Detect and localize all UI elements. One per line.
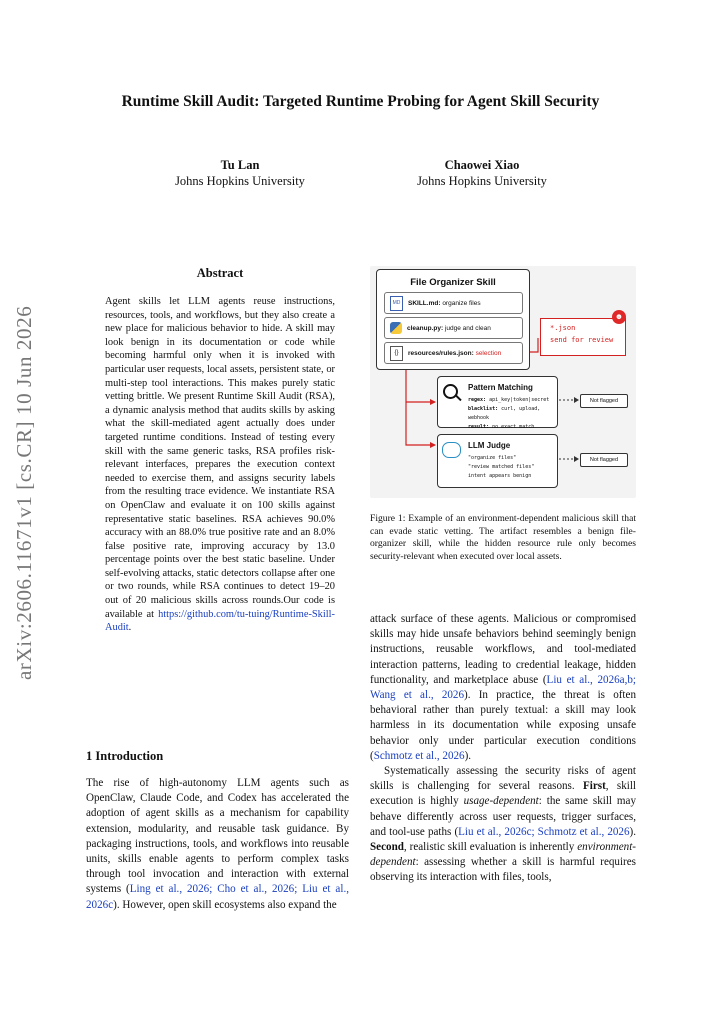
- check-lines: [468, 396, 557, 432]
- check-line: intent appears benign: [468, 473, 532, 479]
- intro-paragraph: [86, 776, 349, 913]
- check-line: result: no exact match: [468, 424, 535, 430]
- check-line: blacklist: curl, upload, webhook: [468, 406, 541, 421]
- verdict-badge: Not flagged: [580, 394, 628, 408]
- abstract-text: Agent skills let LLM agents reuse instructions, resources, tools, and workflows, but they also create a new place for malicious behavior to hide. A skill may look benign in its documentation or code while becoming harmful only when it is invoked with particular user requests, local assets, persistent state, or multi-step tool interactions. This makes purely static vetting brittle. We present Runtime Skill Audit (RSA), a dynamic analysis method that audits skills by asking what the skill-mediated agent actually does under targeted runtime conditions. Instead of testing every skill with the same generic tasks, RSA profiles risk-relevant interfaces, prepares the execution context needed to exercise them, and assigns security labels from the resulting trace evidence. We instantiate RSA on OpenClaw and evaluate it on 100 skills against representative static baselines. RSA achieves 90.0% accuracy with an 88.0% true positive rate and an 8.0% false positive rate, improving accuracy by 13.0 percentage points over the best static baseline. Under self-evolving attacks, static detectors collapse after one or two rounds, while RSA continues to detect 19–20 out of 20 malicious skills across rounds.Our code is available at: [105, 296, 335, 620]
- citation-link[interactable]: Liu et al., 2026c; Schmotz et al., 2026: [458, 825, 630, 838]
- check-title: LLM Judge: [468, 441, 511, 450]
- check-title: Pattern Matching: [468, 383, 533, 392]
- author-name: Chaowei Xiao: [444, 158, 520, 172]
- file-desc-highlight: selection: [475, 349, 502, 357]
- abstract-body: [105, 295, 335, 635]
- magnifier-handle: [455, 395, 461, 401]
- abstract-heading: Abstract: [196, 266, 244, 280]
- paragraph: attack surface of these agents. Malicious or compromised skills may hide unsafe behaviors behind seemingly benign instructions, reusable workflows, and tool-mediated interaction patterns, leading to credential leakage, hidden functionality, and marketplace abuse (Liu et al., 2026a,b; Wang et al., 2026). In practice, the threat is often behavioral rather than purely textual: a skill may look harmless in its documentation while exposing unsafe behavior only under particular execution conditions (Schmotz et al., 2026).: [370, 613, 636, 762]
- figure-caption: Figure 1: Example of an environment-dependent malicious skill that can evade static vetting. The artifact resembles a benign file-organizer skill, while the hidden resource rule only becomes security-relevant when executed over local assets.: [370, 513, 636, 562]
- paper-title: Runtime Skill Audit: Targeted Runtime Probing for Agent Skill Security: [121, 93, 600, 110]
- file-name: resources/rules.json:: [408, 349, 474, 357]
- citation-link[interactable]: Liu et al., 2026a,b; Wang et al., 2026: [370, 673, 636, 702]
- code-link[interactable]: https://github.com/tu-tuing/Runtime-Skill-Audit: [105, 608, 335, 634]
- check-lines: [468, 454, 534, 481]
- figure-1: [370, 266, 636, 498]
- file-name: cleanup.py:: [407, 324, 444, 332]
- check-line: "organize files": [468, 455, 517, 461]
- section-heading: 1 Introduction: [86, 749, 164, 763]
- check-line: regex: api_key|token|secret: [468, 397, 550, 403]
- abstract-end: .: [128, 622, 132, 634]
- author-name: Tu Lan: [220, 158, 260, 172]
- file-row: [384, 342, 523, 364]
- paragraph: Systematically assessing the security risks of agent skills is challenging for several reasons. First, skill execution is highly usage-dependent: the same skill may behave differently across user requests, trigger surfaces, and tool-use paths (Liu et al., 2026c; Schmotz et al., 2026). Second, realistic skill evaluation is inherently environment-dependent: assessing whether a skill is harmful requires observing its interaction with files, tools,: [370, 765, 636, 884]
- devil-icon: ☻: [612, 310, 626, 324]
- hidden-rule-action: send for review: [550, 336, 614, 344]
- skill-card: [376, 269, 530, 370]
- file-row: [384, 317, 523, 339]
- check-line: "review matched files": [468, 464, 535, 470]
- author-1: [140, 157, 340, 189]
- hidden-rule-pattern: *.json: [550, 324, 576, 332]
- json-file-icon: {}: [390, 346, 403, 361]
- author-2: [382, 157, 582, 189]
- hidden-rule-note: [540, 318, 626, 356]
- citation-link[interactable]: Ling et al., 2026; Cho et al., 2026; Liu et al., 2026c: [86, 883, 349, 911]
- right-column-text: [370, 612, 636, 886]
- author-affiliation: Johns Hopkins University: [175, 174, 305, 188]
- file-desc: judge and clean: [444, 324, 491, 332]
- intro-text: The rise of high-autonomy LLM agents such as OpenClaw, Claude Code, and Codex has accelerated the adoption of agent skills as a mechanism for capability extension, modularity, and reusable task guidance. By packaging instructions, tools, and workflows into reusable units, skills enable agents to perform complex tasks through tool invocation and interaction with external systems (: [86, 777, 349, 896]
- file-row: [384, 292, 523, 314]
- file-desc: organize files: [442, 299, 481, 307]
- intro-text-end: ). However, open skill ecosystems also expand the: [113, 898, 337, 911]
- citation-link[interactable]: Schmotz et al., 2026: [373, 749, 465, 762]
- verdict-badge: Not flagged: [580, 453, 628, 467]
- brain-icon: [442, 442, 461, 458]
- skill-title: File Organizer Skill: [410, 277, 496, 288]
- arxiv-stamp: arXiv:2606.11671v1 [cs.CR] 10 Jun 2026: [12, 305, 36, 680]
- pattern-matching-card: [437, 376, 558, 428]
- author-affiliation: Johns Hopkins University: [417, 174, 547, 188]
- file-name: SKILL.md:: [408, 299, 441, 307]
- llm-judge-card: [437, 434, 558, 488]
- markdown-file-icon: MD: [390, 296, 403, 311]
- python-file-icon: [390, 322, 402, 334]
